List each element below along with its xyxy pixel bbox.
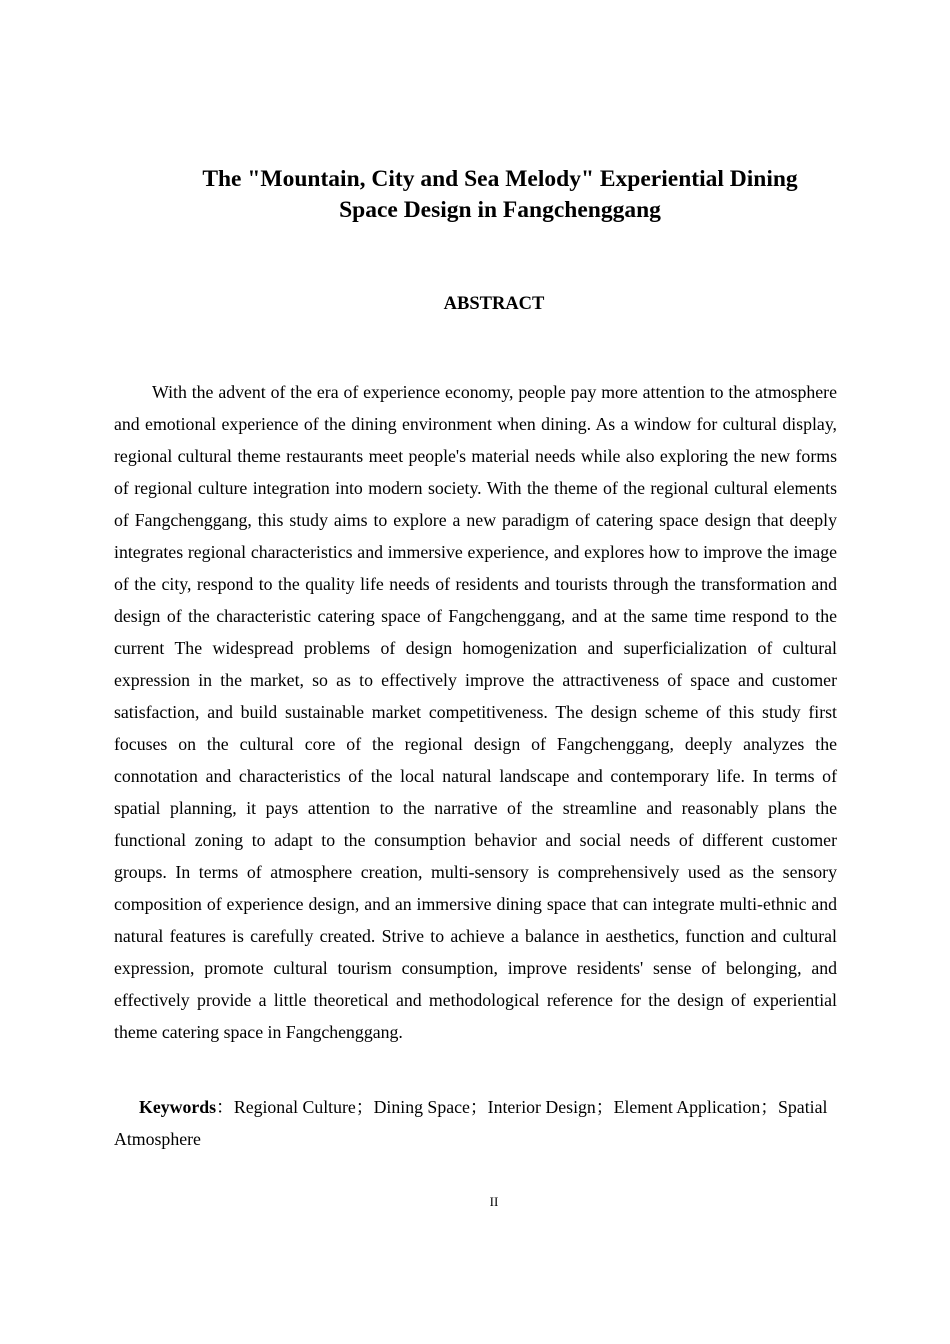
paper-title bbox=[120, 164, 880, 226]
paper-title-line-1: The "Mountain, City and Sea Melody" Experiential Dining bbox=[202, 166, 798, 192]
paper-title-line-2: Space Design in Fangchenggang bbox=[339, 197, 661, 223]
keywords-paragraph bbox=[114, 1091, 837, 1155]
abstract-heading: ABSTRACT bbox=[443, 294, 545, 314]
abstract-body: With the advent of the era of experience economy, people pay more attention to the atmosphere and emotional experience of the dining environment when dining. As a window for cultural display, regional cultural theme restaurants meet people's material needs while also exploring the new forms of regional culture integration into modern society. With the theme of the regional cultural elements of Fangchenggang, this study aims to explore a new paradigm of catering space design that deeply integrates regional characteristics and immersive experience, and explores how to improve the image of the city, respond to the quality life needs of residents and tourists through the transformation and design of the characteristic catering space of Fangchenggang, and at the same time respond to the current The widespread problems of design homogenization and superficialization of cultural expression in the market, so as to effectively improve the attractiveness of space and customer satisfaction, and build sustainable market competitiveness. The design scheme of this study first focuses on the cultural core of the regional design of Fangchenggang, deeply analyzes the connotation and characteristics of the local natural landscape and contemporary life. In terms of spatial planning, it pays attention to the narrative of the streamline and reasonably plans the functional zoning to adapt to the consumption behavior and social needs of different customer groups. In terms of atmosphere creation, multi-sensory is comprehensively used as the sensory composition of experience design, and an immersive dining space that can integrate multi-ethnic and natural features is carefully created. Strive to achieve a balance in aesthetics, function and cultural expression, promote cultural tourism consumption, improve residents' sense of belonging, and effectively provide a little theoretical and methodological reference for the design of experiential theme catering space in Fangchenggang. bbox=[114, 382, 837, 1042]
keywords-list: ：Regional Culture；Dining Space；Interior Design；Element Application；Spatial Atmosphere bbox=[114, 1097, 828, 1149]
page-number: II bbox=[489, 1194, 499, 1209]
keywords-label: Keywords bbox=[139, 1097, 217, 1117]
